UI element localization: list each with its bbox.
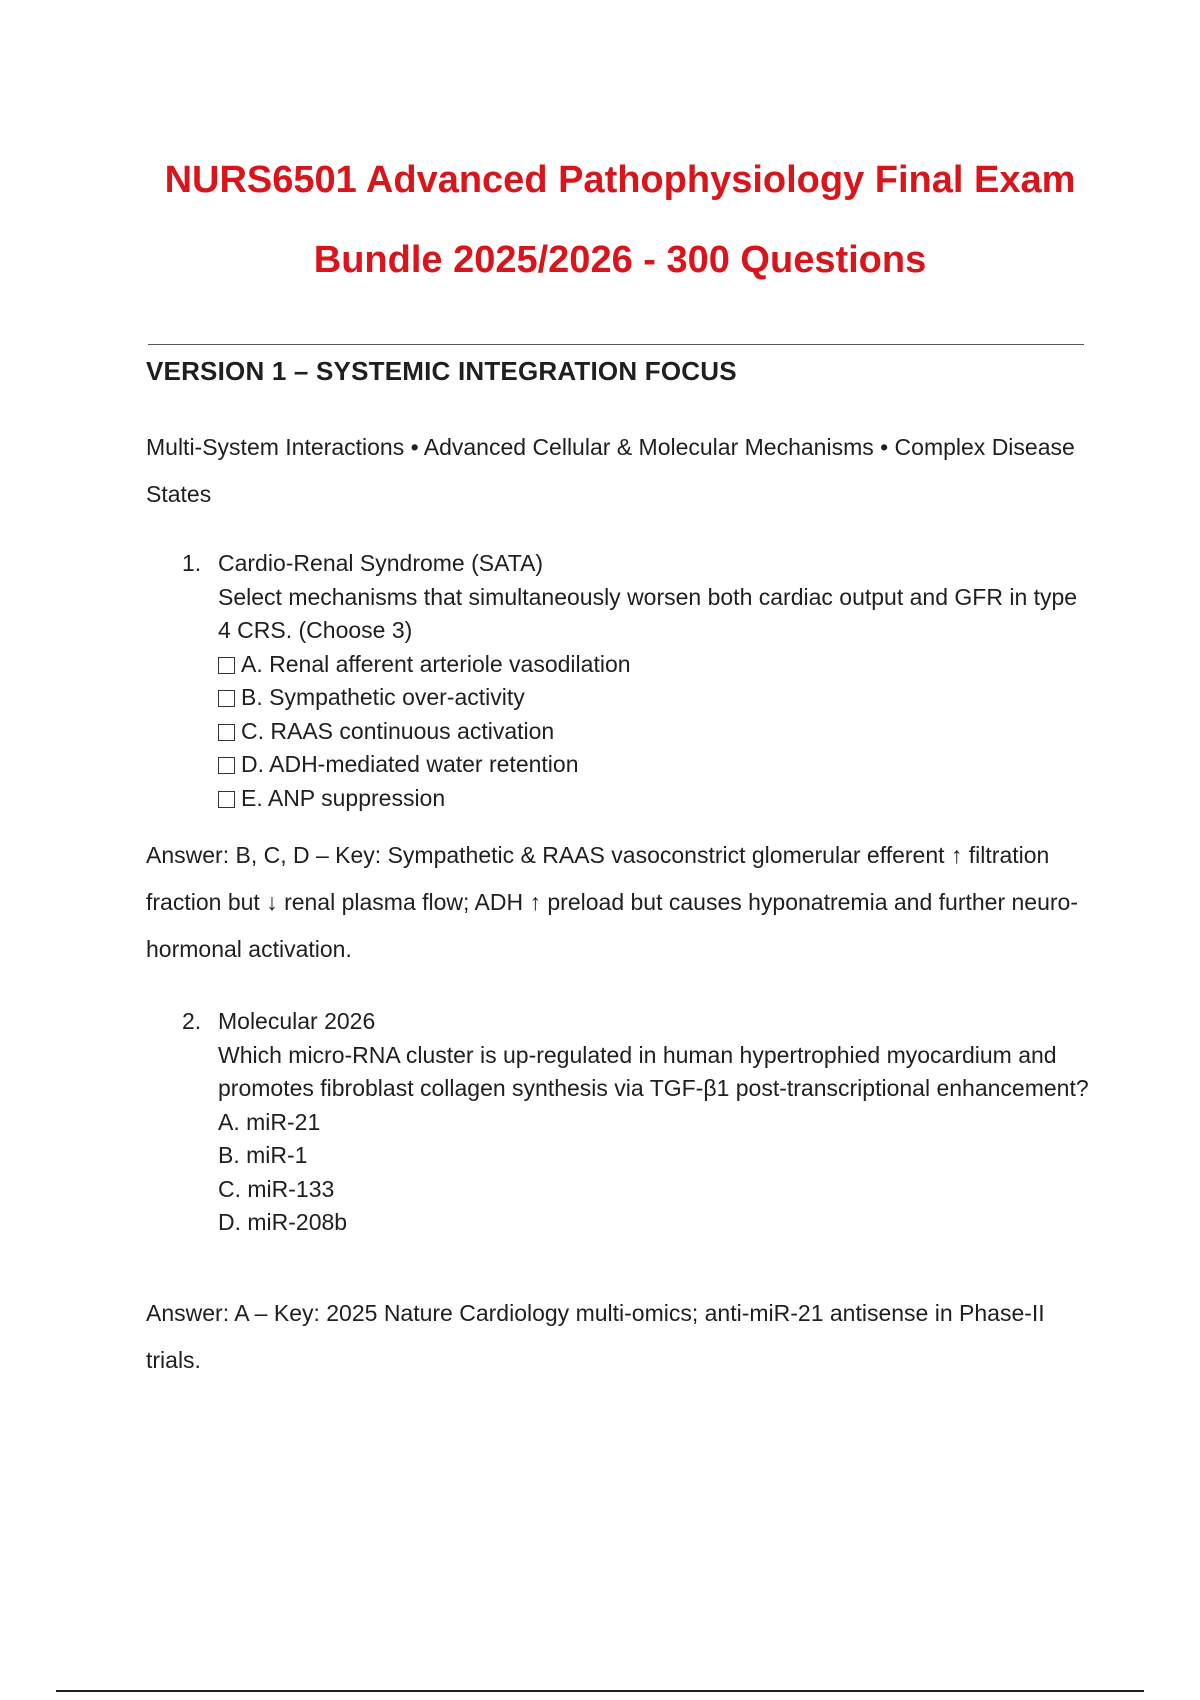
option-label: B. Sympathetic over-activity xyxy=(241,684,525,710)
checkbox-icon[interactable] xyxy=(218,757,235,774)
document-title xyxy=(100,140,1140,300)
title-divider xyxy=(148,344,1084,345)
option-label: A. Renal afferent arteriole vasodilation xyxy=(241,650,631,677)
option-label: D. ADH-mediated water retention xyxy=(241,751,579,777)
option-c[interactable] xyxy=(218,715,1096,749)
option-b[interactable] xyxy=(218,681,1096,715)
question-topic: Molecular 2026 xyxy=(218,1008,376,1034)
question-2 xyxy=(146,1005,1096,1240)
page-bottom-rule xyxy=(56,1690,1144,1692)
checkbox-icon[interactable] xyxy=(218,657,235,674)
version-subtitle: Multi-System Interactions • Advanced Cellular & Molecular Mechanisms • Complex Disease States xyxy=(146,434,1075,507)
option-b: B. miR-1 xyxy=(218,1142,308,1168)
option-e[interactable] xyxy=(218,782,1096,816)
question-1 xyxy=(146,547,1096,815)
option-d: D. miR-208b xyxy=(218,1209,348,1235)
option-a[interactable] xyxy=(218,648,1096,682)
option-label: C. RAAS continuous activation xyxy=(241,717,555,744)
answer-1: Answer: B, C, D – Key: Sympathetic & RAAS vasoconstrict glomerular efferent ↑ filtration fraction but ↓ renal plasma flow; ADH ↑ preload but causes hyponatremia and further neuro-hormonal activation. xyxy=(146,842,1078,962)
title-line-2: Bundle 2025/2026 - 300 Questions xyxy=(313,239,927,281)
checkbox-icon[interactable] xyxy=(218,791,235,808)
title-line-1: NURS6501 Advanced Pathophysiology Final Exam xyxy=(164,159,1076,201)
option-a: A. miR-21 xyxy=(218,1108,321,1135)
question-topic: Cardio-Renal Syndrome (SATA) xyxy=(218,550,544,576)
option-d[interactable] xyxy=(218,748,1096,782)
question-number: 1. xyxy=(182,550,202,576)
option-c: C. miR-133 xyxy=(218,1175,335,1202)
question-number: 2. xyxy=(182,1008,202,1034)
question-stem: Which micro-RNA cluster is up-regulated in human hypertrophied myocardium and promotes fibroblast collagen synthesis via TGF-β1 post-transcriptional enhancement? xyxy=(218,1041,1089,1101)
answer-2: Answer: A – Key: 2025 Nature Cardiology multi-omics; anti-miR-21 antisense in Phase-II trials. xyxy=(146,1300,1045,1373)
checkbox-icon[interactable] xyxy=(218,690,235,707)
checkbox-icon[interactable] xyxy=(218,724,235,741)
question-stem: Select mechanisms that simultaneously worsen both cardiac output and GFR in type 4 CRS. (Choose 3) xyxy=(218,583,1078,643)
option-label: E. ANP suppression xyxy=(241,784,446,811)
version-heading: VERSION 1 – SYSTEMIC INTEGRATION FOCUS xyxy=(146,356,737,386)
